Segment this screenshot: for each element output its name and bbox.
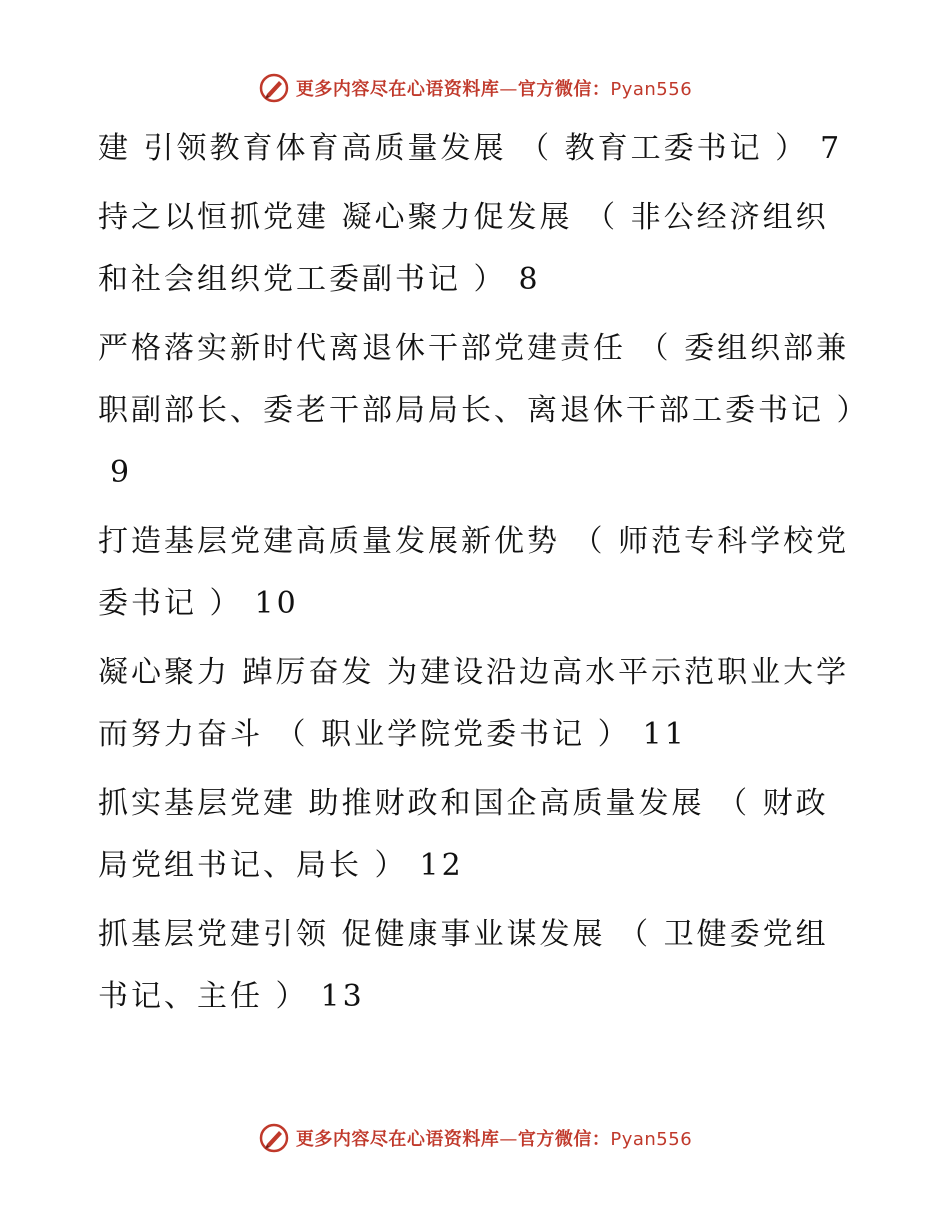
toc-entry-title: 抓实基层党建 助推财政和国企高质量发展 （ 财政局党组书记、局长 ） — [98, 786, 829, 883]
toc-entry-title: 严格落实新时代离退休干部党建责任 （ 委组织部兼职副部长、委老干部局局长、离退休干部工委书记 ） — [98, 331, 870, 428]
toc-entry-page: 7 — [820, 131, 843, 166]
toc-entry[interactable] — [98, 511, 858, 635]
watermark-text: 更多内容尽在心语资料库—官方微信：Pyan556 — [295, 1129, 693, 1150]
toc-entry-title: 持之以恒抓党建 凝心聚力促发展 （ 非公经济组织和社会组织党工委副书记 ） — [98, 200, 829, 297]
toc-entry-page: 8 — [518, 262, 541, 297]
toc-entry-page: 10 — [254, 586, 299, 621]
toc-entry-title: 建 引领教育体育高质量发展 （ 教育工委书记 ） — [98, 131, 809, 166]
toc-entry[interactable] — [98, 904, 858, 1028]
toc-entry-page: 11 — [642, 717, 687, 752]
toc-entry-title: 凝心聚力 踔厉奋发 为建设沿边高水平示范职业大学而努力奋斗 （ 职业学院党委书记 ） — [98, 655, 850, 752]
toc-entry-title: 抓基层党建引领 促健康事业谋发展 （ 卫健委党组书记、主任 ） — [98, 917, 829, 1014]
pen-logo-icon — [258, 72, 290, 104]
header-watermark — [0, 72, 950, 104]
toc-entry[interactable] — [98, 773, 858, 897]
toc-entry-page: 9 — [110, 455, 133, 490]
toc-entry[interactable] — [98, 642, 858, 766]
watermark-text: 更多内容尽在心语资料库—官方微信：Pyan556 — [295, 79, 693, 100]
footer-watermark — [0, 1122, 950, 1154]
toc-entry-title: 打造基层党建高质量发展新优势 （ 师范专科学校党委书记 ） — [98, 524, 850, 621]
table-of-contents — [98, 118, 870, 1035]
toc-entry-page: 12 — [419, 848, 464, 883]
toc-entry[interactable] — [98, 318, 870, 504]
pen-logo-icon — [258, 1122, 290, 1154]
toc-entry-page: 13 — [320, 979, 365, 1014]
toc-entry[interactable] — [98, 187, 858, 311]
toc-entry[interactable] — [98, 118, 858, 180]
